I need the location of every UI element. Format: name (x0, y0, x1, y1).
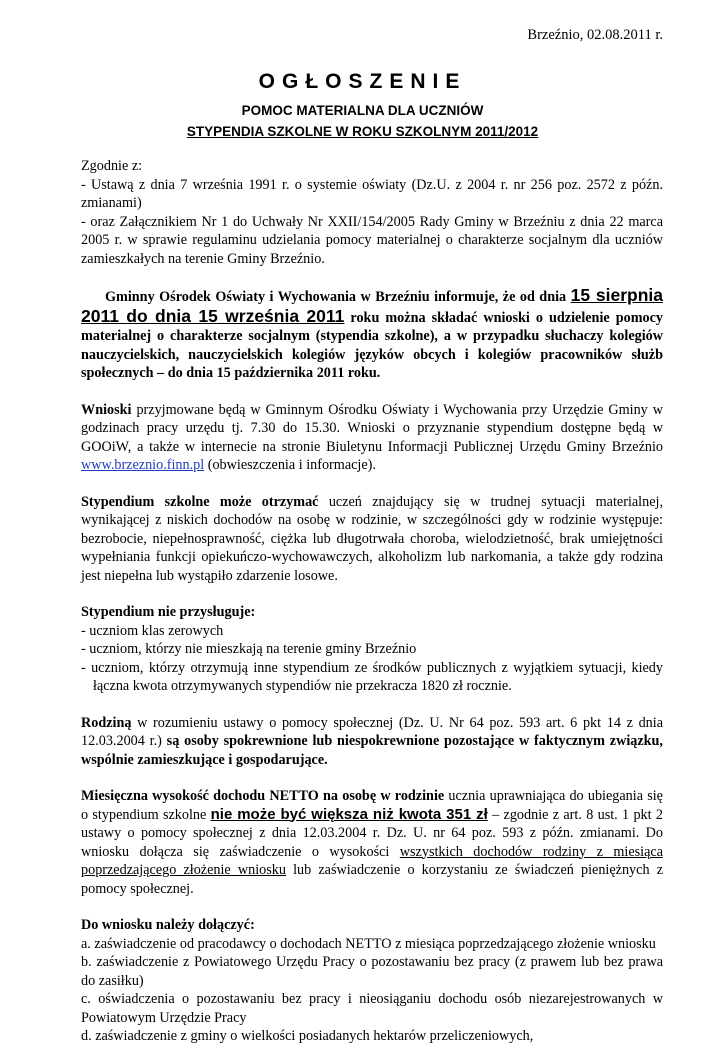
announcement-lead: Gminny Ośrodek Oświaty i Wychowania w Brzeźniu informuje, że od dnia (105, 289, 567, 305)
application-dates: 15 sierpnia 2011 do dnia 15 września 2011 (81, 285, 663, 326)
legal-basis-item: - Ustawą z dnia 7 września 1991 r. o systemie oświaty (Dz.U. z 2004 r. nr 256 poz. 2572 z późn. zmianami) (81, 176, 663, 211)
website-link[interactable]: www.brzeznio.finn.pl (81, 457, 205, 473)
announcement-title: OGŁOSZENIE (258, 70, 467, 93)
announcement-rest: roku można składać wnioski o udzielenie pomocy materialnej o charakterze socjalnym (stypendia szkolne), a w przypadku słuchaczy kolegiów nauczycielskich, nauczycielskich kolegiów języków obcych i kolegiów pracowników służb społecznych – do dnia 15 października 2011 roku. (81, 309, 664, 381)
exclusions-heading: Stypendium nie przysługuje: (81, 604, 256, 620)
attachment-item: b. zaświadczenie z Powiatowego Urzędu Pracy o pozostawaniu bez pracy (z prawem lub bez prawa do zasiłku) (81, 954, 663, 989)
exclusion-item: - uczniom, którzy nie mieszkają na terenie gminy Brzeźnio (81, 641, 417, 657)
attachment-item: c. oświadczenia o pozostawaniu bez pracy i nieosiąganiu dochodu osób niezarejestrowanych w Powiatowym Urzędzie Pracy (81, 991, 663, 1026)
family-definition: są osoby spokrewnione lub niespokrewnione pozostające w faktycznym związku, wspólnie zamieszkujące i gospodarujące. (81, 733, 663, 768)
income-paragraph: Miesięczna wysokość dochodu NETTO na osobę w rodzinie ucznia uprawniająca do ubiegania się o stypendium szkolne nie może być większa niż kwota 351 zł – zgodnie z art. 8 ust. 1 pkt 2 ustawy o pomocy społecznej z dnia 12.03.2004 r. Dz. U. nr 64 poz. 593 z późn. zmianami. Do wniosku dołącza się zaświadczenie o wysokości wszystkich dochodów rodziny z miesiąca poprzedzającego złożenie wniosku lub zaświadczenie o korzystaniu ze świadczeń pieniężnych z pomocy społecznej. (81, 788, 664, 897)
applications-paragraph (81, 401, 663, 475)
eligibility-label: Stypendium szkolne może otrzymać (81, 493, 319, 510)
exclusion-item: - uczniom, którzy otrzymują inne stypendium ze środków publicznych z wyjątkiem sytuacji, kiedy łączna kwota otrzymywanych stypendiów nie przekracza 1820 zł rocznie. (81, 659, 663, 694)
announcement-subtitle: POMOC MATERIALNA DLA UCZNIÓW (241, 103, 484, 118)
income-requirement: wszystkich dochodów rodziny z miesiąca poprzedzającego złożenie wniosku (81, 843, 663, 878)
income-limit: nie może być większa niż kwota 351 zł (210, 805, 488, 823)
document-date: Brzeźnio, 02.08.2011 r. (527, 27, 663, 43)
applications-text: przyjmowane będą w Gminnym Ośrodku Oświaty i Wychowania przy Urzędzie Gminy w godzinach pracy urzędu tj. 7.30 do 15.30. Wnioski o przyznanie stypendium dostępne będą w GOOiW, a także w internecie na stronie Biuletynu Informacji Publicznej Urzędu Gminy Brzeźnio (81, 401, 663, 455)
exclusion-item: - uczniom klas zerowych (81, 622, 224, 639)
attachments-heading: Do wniosku należy dołączyć: (81, 917, 255, 933)
eligibility-paragraph (81, 493, 663, 586)
announcement-paragraph (81, 286, 663, 383)
attachment-item: d. zaświadczenie z gminy o wielkości posiadanych hektarów przeliczeniowych, (81, 1028, 534, 1044)
legal-intro: Zgodnie z: (81, 158, 143, 174)
legal-basis-item: - oraz Załącznikiem Nr 1 do Uchwały Nr XXII/154/2005 Rady Gminy w Brzeźniu z dnia 22 marca 2005 r. w sprawie regulaminu udzielania pomocy materialnej o charakterze socjalnym dla uczniów zamieszkałych na terenie Gminy Brzeźnio. (81, 213, 663, 267)
family-label: Rodziną (81, 714, 132, 731)
income-label: Miesięczna wysokość dochodu NETTO na osobę w rodzinie (81, 788, 445, 804)
applications-tail: (obwieszczenia i informacje). (204, 457, 376, 473)
eligibility-text: uczeń znajdujący się w trudnej sytuacji materialnej, wynikającej z niskich dochodów na osobę w rodzinie, w szczególności gdy w rodzinie występuje: bezrobocie, niepełnosprawność, ciężka lub długotrwała choroba, wielodzietność, brak umiejętności wypełniania funkcji opiekuńczo-wychowawczych, alkoholizm lub narkomania, a także gdy rodzina jest niepełna lub wystąpiło zdarzenie losowe. (81, 493, 664, 584)
family-paragraph (81, 714, 663, 770)
attachment-item: a. zaświadczenie od pracodawcy o dochodach NETTO z miesiąca poprzedzającego złożenie wniosku (81, 935, 656, 952)
document-body (81, 157, 663, 1046)
announcement-subtitle-school-year: STYPENDIA SZKOLNE W ROKU SZKOLNYM 2011/2012 (186, 124, 539, 139)
applications-label: Wnioski (81, 401, 132, 418)
family-text: w rozumieniu ustawy o pomocy społecznej (Dz. U. Nr 64 poz. 593 art. 6 pkt 14 z dnia 12.03.2004 r.) (81, 714, 663, 749)
